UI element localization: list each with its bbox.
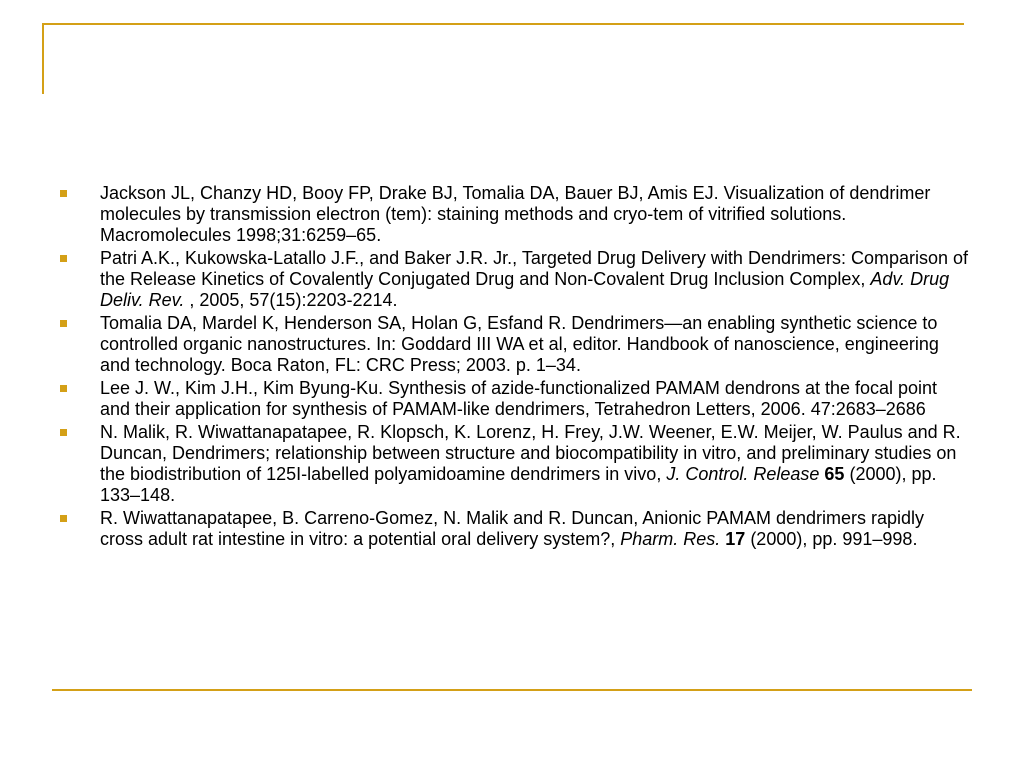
reference-item bbox=[58, 313, 970, 376]
reference-citation: (2000), pp. 991–998. bbox=[745, 529, 918, 549]
reference-item bbox=[58, 248, 970, 311]
square-bullet-icon bbox=[60, 320, 67, 327]
reference-text: Lee J. W., Kim J.H., Kim Byung-Ku. Synthesis of azide-functionalized PAMAM dendrons at the focal point and their application for synthesis of PAMAM-like dendrimers, Tetrahedron Letters, 2006. 47:2683–2686 bbox=[100, 378, 938, 419]
reference-citation: (2000), pp. 133–148. bbox=[100, 464, 937, 505]
volume-number: 65 bbox=[824, 464, 845, 484]
reference-item bbox=[58, 422, 970, 506]
reference-text: N. Malik, R. Wiwattanapatapee, R. Klopsch, K. Lorenz, H. Frey, J.W. Weener, E.W. Meijer, W. Paulus and R. Duncan, Dendrimers; relationship between structure and biocompatibility in vitro, and preliminary studies on the biodistribution of 125I-labelled polyamidoamine dendrimers in vivo, bbox=[100, 422, 961, 484]
top-rule bbox=[42, 23, 964, 25]
reference-citation: , 2005, 57(15):2203-2214. bbox=[184, 290, 398, 310]
journal-name: Pharm. Res. bbox=[620, 529, 721, 549]
square-bullet-icon bbox=[60, 190, 67, 197]
square-bullet-icon bbox=[60, 255, 67, 262]
square-bullet-icon bbox=[60, 385, 67, 392]
reference-item bbox=[58, 183, 970, 246]
reference-text: Jackson JL, Chanzy HD, Booy FP, Drake BJ, Tomalia DA, Bauer BJ, Amis EJ. Visualization of dendrimer molecules by transmission electron (tem): staining methods and cryo-tem of vitrified solutions. Macromolecules 1998;31:6259–65. bbox=[100, 183, 931, 245]
square-bullet-icon bbox=[60, 515, 67, 522]
journal-name: J. Control. Release bbox=[666, 464, 820, 484]
reference-item bbox=[58, 508, 970, 550]
reference-list bbox=[58, 183, 970, 552]
reference-text: Tomalia DA, Mardel K, Henderson SA, Holan G, Esfand R. Dendrimers—an enabling synthetic science to controlled organic nanostructures. In: Goddard III WA et al, editor. Handbook of nanoscience, engineering and technology. Boca Raton, FL: CRC Press; 2003. p. 1–34. bbox=[100, 313, 939, 375]
reference-item bbox=[58, 378, 970, 420]
square-bullet-icon bbox=[60, 429, 67, 436]
journal-name: Adv. Drug Deliv. Rev. bbox=[100, 269, 950, 310]
bottom-rule bbox=[52, 689, 972, 691]
volume-number: 17 bbox=[725, 529, 746, 549]
reference-text: Patri A.K., Kukowska-Latallo J.F., and Baker J.R. Jr., Targeted Drug Delivery with Dendrimers: Comparison of the Release Kinetics of Covalently Conjugated Drug and Non-Covalent Drug Inclusion Complex, bbox=[100, 248, 969, 289]
left-rule bbox=[42, 23, 44, 94]
reference-text: R. Wiwattanapatapee, B. Carreno-Gomez, N. Malik and R. Duncan, Anionic PAMAM dendrimers rapidly cross adult rat intestine in vitro: a potential oral delivery system?, bbox=[100, 508, 925, 549]
